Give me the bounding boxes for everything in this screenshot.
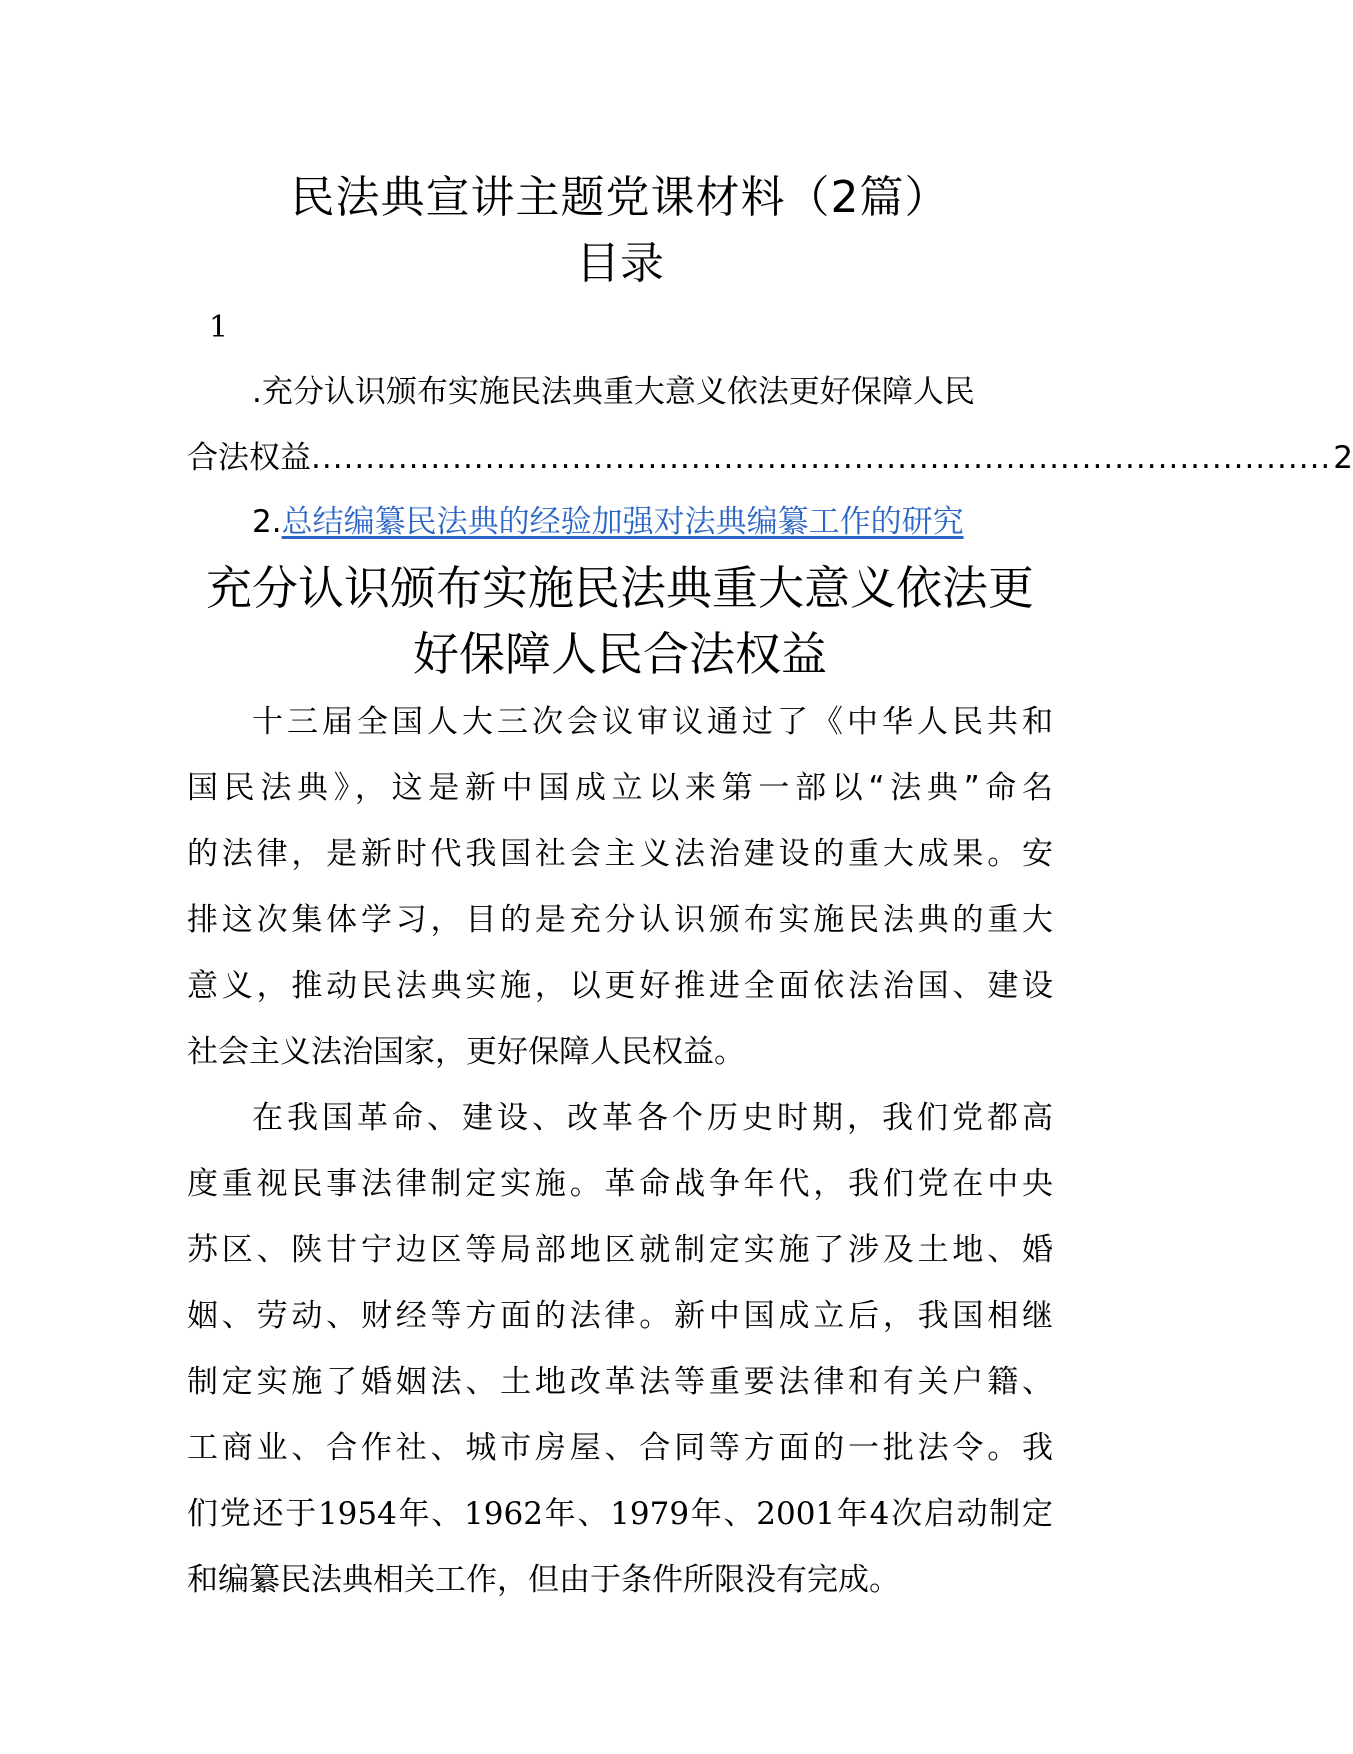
text-segment: 们党还于 [187, 1496, 318, 1532]
toc-entry-number: 1 [209, 310, 229, 345]
paragraph-1-line: 的法律，是新时代我国社会主义法治建设的重大成果。安 [187, 836, 1053, 872]
toc-entry-2-prefix: 2. [252, 504, 282, 540]
paragraph-1-line: 社会主义法治国家，更好保障人民权益。 [187, 1034, 745, 1070]
paragraph-1-line: 十三届全国人大三次会议审议通过了《中华人民共和 [252, 704, 1053, 740]
year-1979: 1979 [610, 1496, 690, 1532]
toc-entry-1-page-number: 2 [1333, 440, 1353, 476]
paragraph-2-line: 在我国革命、建设、改革各个历史时期，我们党都高 [252, 1100, 1053, 1136]
paragraph-2-line: 制定实施了婚姻法、土地改革法等重要法律和有关户籍、 [187, 1364, 1053, 1400]
paragraph-1-line: 排这次集体学习，目的是充分认识颁布实施民法典的重大 [187, 902, 1053, 938]
count-number: 4 [869, 1496, 890, 1532]
year-1954: 1954 [317, 1496, 397, 1532]
toc-entry-1-text: 合法权益 [187, 440, 311, 476]
year-2001: 2001 [756, 1496, 836, 1532]
toc-entry-1-line-1[interactable]: .充分认识颁布实施民法典重大意义依法更好保障人民 [252, 374, 975, 410]
paragraph-2-line: 工商业、合作社、城市房屋、合同等方面的一批法令。我 [187, 1430, 1053, 1466]
text-segment: 年、 [542, 1496, 611, 1532]
paragraph-2-line: 度重视民事法律制定实施。革命战争年代，我们党在中央 [187, 1166, 1053, 1202]
section-title-line-2: 好保障人民合法权益 [413, 627, 827, 681]
toc-dot-leader: .............................................................................................. [311, 440, 1332, 476]
year-1962: 1962 [464, 1496, 543, 1532]
paragraph-2-line: 苏区、陕甘宁边区等局部地区就制定实施了涉及土地、婚 [187, 1232, 1053, 1268]
toc-entry-2 [252, 500, 964, 544]
paragraph-2-line-with-years [187, 1492, 1053, 1536]
toc-entry-1-line-2[interactable] [187, 436, 1353, 480]
toc-entry-2-link[interactable]: 总结编纂民法典的经验加强对法典编纂工作的研究 [281, 504, 964, 540]
text-segment: 年、 [396, 1496, 465, 1532]
document-title: 民法典宣讲主题党课材料（2篇） [290, 172, 950, 223]
paragraph-1-line: 国民法典》，这是新中国成立以来第一部以“法典”命名 [187, 770, 1053, 806]
text-segment: 年 [835, 1496, 870, 1532]
paragraph-2-line: 姻、劳动、财经等方面的法律。新中国成立后，我国相继 [187, 1298, 1053, 1334]
text-segment: 次启动制定 [889, 1496, 1054, 1532]
toc-heading: 目录 [576, 238, 664, 289]
text-segment: 年、 [689, 1496, 757, 1532]
paragraph-1-line: 意义，推动民法典实施，以更好推进全面依法治国、建设 [187, 968, 1053, 1004]
section-title-line-1: 充分认识颁布实施民法典重大意义依法更 [206, 561, 1034, 615]
paragraph-2-line: 和编纂民法典相关工作，但由于条件所限没有完成。 [187, 1562, 900, 1598]
